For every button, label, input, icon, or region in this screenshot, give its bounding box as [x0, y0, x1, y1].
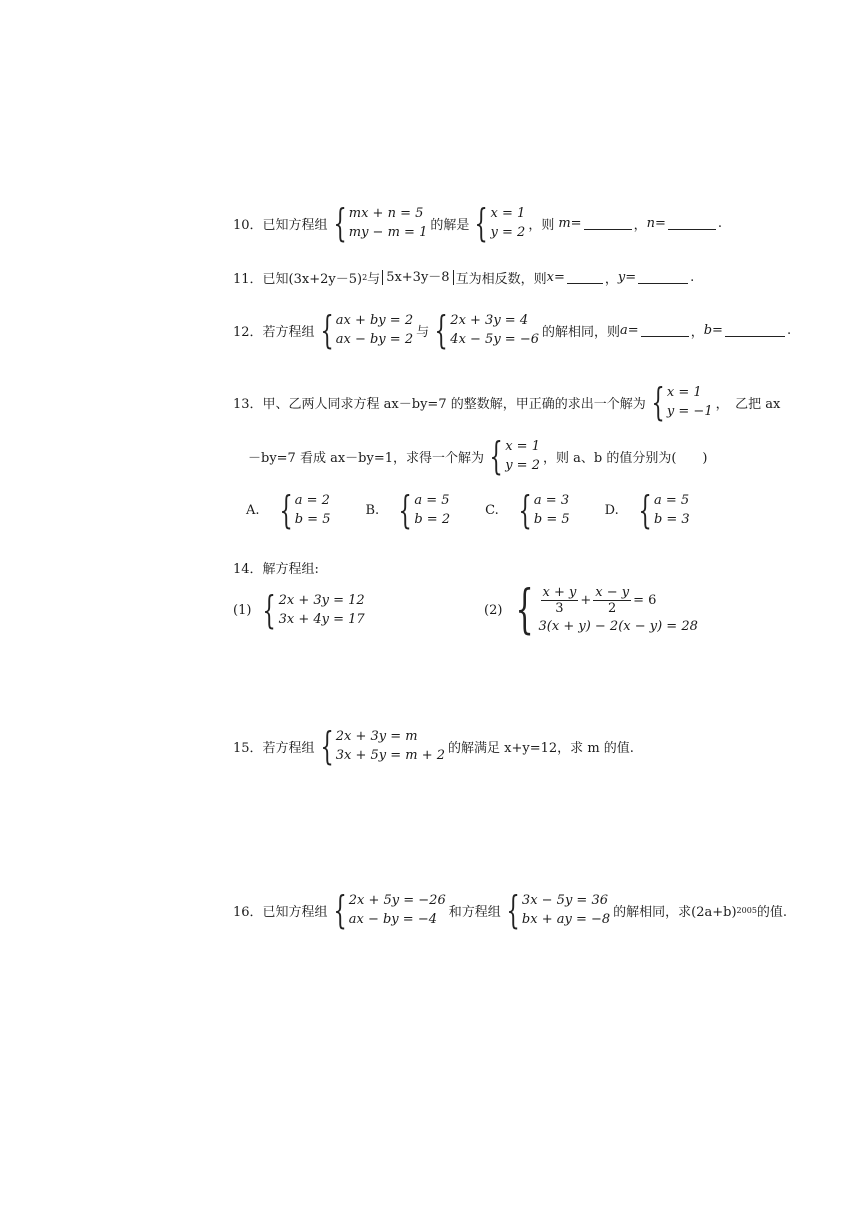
equation: y = −1 [666, 404, 713, 419]
option-label: B. [365, 502, 380, 518]
option-label: C. [485, 502, 499, 518]
question-text: 若方程组 [262, 740, 315, 756]
option-a[interactable]: A. { a = 2 b = 5 [246, 488, 331, 532]
question-text: 的解满足 x+y=12，求 m 的值. [448, 740, 634, 756]
equation: x = 1 [505, 439, 540, 454]
option-c[interactable]: C. { a = 3 b = 5 [485, 488, 570, 532]
absolute-value: 5x+3y－8 [382, 270, 453, 285]
part-label: (2) [484, 602, 503, 618]
equation: a = 5 [414, 493, 450, 508]
question-text: 的值. [756, 904, 788, 920]
equation: 3x − 5y = 36 [521, 893, 608, 908]
question-number: 15． [233, 740, 263, 756]
variable-x: x [546, 270, 554, 285]
equation: b = 5 [294, 512, 331, 527]
question-text: 已知方程组 [262, 217, 328, 233]
equals-sign: = [553, 270, 565, 285]
answer-blank-n[interactable] [668, 217, 716, 230]
variable-n: n [646, 215, 655, 231]
question-13-continued [248, 436, 707, 476]
equation-system: { 3x − 5y = 36 bx + ay = −8 [506, 888, 611, 932]
question-14-part-1 [233, 590, 368, 630]
equation: ax − by = 2 [335, 332, 414, 347]
equation: ax + by = 2 [335, 313, 414, 328]
variable-m: m [558, 215, 571, 231]
option-label: D. [604, 502, 619, 518]
exponent: 2005 [736, 905, 757, 915]
question-text: 与 [416, 324, 430, 340]
question-text: 甲、乙两人同求方程 ax－by=7 的整数解，甲正确的求出一个解为 [262, 396, 646, 412]
question-10 [233, 203, 722, 243]
equation-system: { mx + n = 5 my − m = 1 [333, 201, 428, 245]
question-number: 13． [233, 396, 263, 412]
equation-system: { ax + by = 2 ax − by = 2 [320, 308, 414, 352]
equation: a = 5 [653, 493, 690, 508]
equation: 2x + 3y = m [335, 729, 418, 744]
variable-a: a [620, 322, 628, 338]
equation: x = 1 [666, 385, 702, 400]
question-14-part-2 [484, 580, 701, 640]
equals-sign: = [625, 270, 637, 285]
equation: a = 3 [533, 493, 570, 508]
question-text: 若方程组 [262, 324, 315, 340]
question-number: 10． [233, 217, 263, 233]
separator: ， [604, 272, 618, 287]
equation: y = 2 [490, 225, 526, 240]
question-text: 的解是 [430, 217, 470, 233]
option-b[interactable]: B. { a = 5 b = 2 [365, 488, 451, 532]
equation: 2x + 3y = 12 [278, 593, 365, 608]
question-12 [233, 310, 791, 350]
period: . [717, 215, 723, 231]
fraction: $\frac{x + y}{3}$ [542, 585, 577, 616]
question-11 [233, 268, 694, 287]
question-text: 互为相反数，则 [455, 272, 547, 287]
question-13 [233, 382, 780, 422]
question-15 [233, 726, 634, 766]
equals-sign: = [654, 215, 666, 231]
question-number: 16． [233, 904, 263, 920]
equation: a = 2 [294, 493, 330, 508]
equation: 2x + 5y = −26 [348, 893, 446, 908]
equation: 4x − 5y = −6 [450, 332, 539, 347]
question-text: 已知(3x+2y－5) [262, 272, 363, 287]
solution-system: { x = 1 y = −1 [651, 380, 713, 424]
question-14 [233, 558, 319, 577]
equation: my − m = 1 [348, 225, 428, 240]
equation-system: { $\frac{x + y}{3}$ + $\frac{x - y}{2}$ = 6 3(x + y) − 2(x − y) = 28 [515, 580, 698, 640]
equation: y = 2 [505, 458, 540, 473]
equation: mx + n = 5 [348, 206, 424, 221]
question-text: 和方程组 [448, 904, 501, 920]
variable-y: y [617, 270, 626, 285]
question-text: 解方程组: [262, 562, 319, 577]
equals-sign: = [570, 215, 582, 231]
question-text: ， 乙把 ax [715, 396, 781, 412]
equation: 3(x + y) − 2(x − y) = 28 [538, 619, 698, 634]
equation-system: { 2x + 3y = m 3x + 5y = m + 2 [320, 724, 446, 768]
answer-blank-a[interactable] [641, 324, 689, 337]
question-text: ，则 [528, 217, 555, 233]
exponent: 2 [362, 273, 368, 282]
equals-sign: = [712, 322, 723, 338]
equation: 3x + 4y = 17 [278, 612, 365, 627]
equation: b = 2 [414, 512, 451, 527]
answer-blank-m[interactable] [584, 217, 632, 230]
equation-system: { 2x + 3y = 12 3x + 4y = 17 [262, 588, 365, 632]
equation: b = 5 [533, 512, 570, 527]
question-number: 11． [233, 272, 263, 287]
equation: x = 1 [490, 206, 526, 221]
question-text: ，则 a、b 的值分别为( ) [542, 450, 708, 466]
question-text: 的解相同，则 [542, 324, 621, 340]
question-number: 12． [233, 324, 263, 340]
equation-system: { 2x + 5y = −26 ax − by = −4 [333, 888, 446, 932]
question-16 [233, 890, 787, 930]
separator: ， [690, 324, 704, 340]
period: . [690, 270, 695, 285]
part-label: (1) [233, 602, 252, 618]
option-d[interactable]: D. { a = 5 b = 3 [604, 488, 690, 532]
period: . [786, 322, 792, 338]
equation: bx + ay = −8 [521, 912, 611, 927]
equation: 2x + 3y = 4 [450, 313, 529, 328]
answer-blank-y[interactable] [638, 271, 688, 284]
solution-system: { x = 1 y = 2 [474, 201, 526, 245]
answer-blank-x[interactable] [567, 271, 603, 284]
equals-sign: = [627, 322, 639, 338]
fraction: $\frac{x - y}{2}$ [595, 585, 630, 616]
question-text: 的解相同，求(2a+b) [613, 904, 737, 920]
equation-system: { 2x + 3y = 4 4x − 5y = −6 [434, 308, 539, 352]
separator: ， [633, 217, 647, 233]
answer-blank-b[interactable] [725, 324, 785, 337]
variable-b: b [703, 322, 713, 338]
question-text: 已知方程组 [262, 904, 328, 920]
question-text: 与 [367, 272, 381, 287]
equation: ax − by = −4 [348, 912, 437, 927]
question-13-options [246, 490, 725, 530]
question-number: 14． [233, 562, 263, 577]
equation: 3x + 5y = m + 2 [335, 748, 446, 763]
solution-system: { x = 1 y = 2 [489, 434, 540, 478]
equation: b = 3 [653, 512, 690, 527]
option-label: A. [246, 502, 260, 518]
question-text: －by=7 看成 ax－by=1，求得一个解为 [248, 450, 485, 466]
